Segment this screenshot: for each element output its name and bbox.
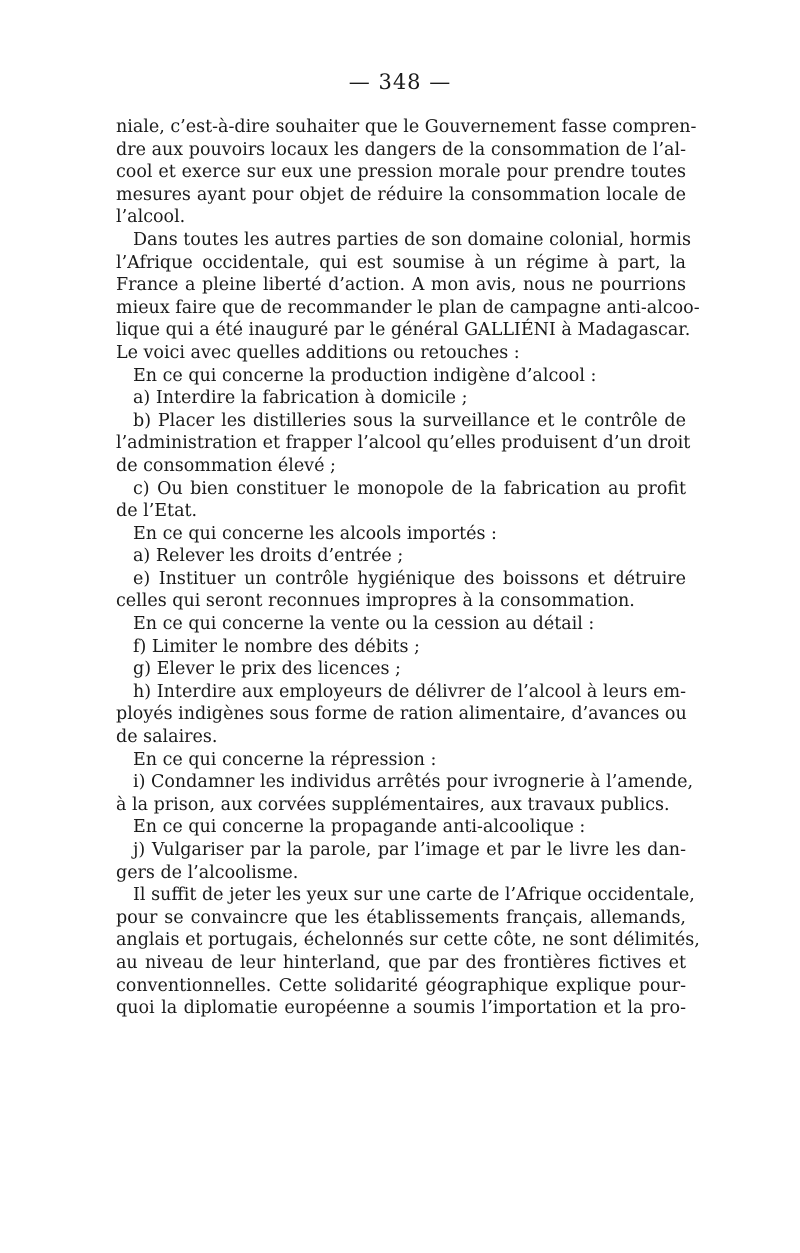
- text-line: dre aux pouvoirs locaux les dangers de la consommation de l’al-: [116, 139, 686, 160]
- text-line: l’administration et frapper l’alcool qu’elles produisent d’un droit: [116, 433, 691, 454]
- text-line: quoi la diplomatie européenne a soumis l’importation et la pro-: [116, 998, 686, 1019]
- text-line: e) Instituer un contrôle hygiénique des boissons et détruire: [133, 568, 686, 589]
- text-line: Le voici avec quelles additions ou retouches :: [116, 342, 520, 363]
- body-text: [116, 116, 700, 1020]
- text-line: l’Afrique occidentale, qui est soumise à un régime à part, la: [116, 252, 686, 273]
- text-line: l’alcool.: [116, 207, 186, 228]
- text-line: Dans toutes les autres parties de son domaine colonial, hormis: [133, 229, 691, 250]
- text-line: f) Limiter le nombre des débits ;: [133, 636, 420, 657]
- text-line: lique qui a été inauguré par le général GALLIÉNI à Madagascar.: [116, 320, 691, 341]
- text-line: ployés indigènes sous forme de ration alimentaire, d’avances ou: [116, 704, 687, 725]
- text-line: cool et exerce sur eux une pression morale pour prendre toutes: [116, 162, 686, 183]
- text-line: conventionnelles. Cette solidarité géographique explique pour-: [116, 975, 686, 996]
- text-line: En ce qui concerne la vente ou la cession au détail :: [133, 614, 595, 635]
- text-line: France a pleine liberté d’action. A mon avis, nous ne pourrions: [116, 275, 686, 296]
- text-line: i) Condamner les individus arrêtés pour ivrognerie à l’amende,: [133, 772, 694, 793]
- text-line: anglais et portugais, échelonnés sur cette côte, ne sont délimités,: [116, 930, 700, 951]
- text-line: gers de l’alcoolisme.: [116, 862, 299, 883]
- text-line: à la prison, aux corvées supplémentaires, aux travaux publics.: [116, 794, 670, 815]
- text-line: a) Interdire la fabrication à domicile ;: [133, 388, 468, 409]
- text-line: En ce qui concerne la répression :: [133, 749, 437, 770]
- text-line: j) Vulgariser par la parole, par l’image et par le livre les dan-: [133, 840, 686, 860]
- text-line: mieux faire que de recommander le plan de campagne anti-alcoo-: [116, 297, 700, 318]
- text-line: niale, c’est-à-dire souhaiter que le Gouvernement fasse compren-: [116, 117, 697, 137]
- text-line: c) Ou bien constituer le monopole de la fabrication au profit: [133, 478, 686, 499]
- page-number: — 348 —: [348, 70, 452, 94]
- text-line: pour se convaincre que les établissements français, allemands,: [116, 907, 686, 928]
- text-line: de consommation élevé ;: [116, 455, 336, 476]
- text-line: de salaires.: [116, 727, 218, 748]
- text-line: Il suffit de jeter les yeux sur une carte de l’Afrique occidentale,: [133, 885, 695, 906]
- text-line: celles qui seront reconnues impropres à la consommation.: [116, 591, 635, 612]
- text-line: h) Interdire aux employeurs de délivrer de l’alcool à leurs em-: [133, 681, 686, 702]
- text-line: En ce qui concerne la propagande anti-alcoolique :: [133, 817, 586, 838]
- text-line: a) Relever les droits d’entrée ;: [133, 546, 404, 567]
- text-line: mesures ayant pour objet de réduire la consommation locale de: [116, 184, 686, 205]
- text-line: g) Elever le prix des licences ;: [133, 659, 401, 680]
- text-line: b) Placer les distilleries sous la surveillance et le contrôle de: [133, 410, 686, 431]
- text-line: de l’Etat.: [116, 501, 198, 522]
- text-line: En ce qui concerne les alcools importés :: [133, 523, 497, 544]
- text-line: En ce qui concerne la production indigène d’alcool :: [133, 365, 597, 386]
- text-line: au niveau de leur hinterland, que par des frontières fictives et: [116, 952, 686, 973]
